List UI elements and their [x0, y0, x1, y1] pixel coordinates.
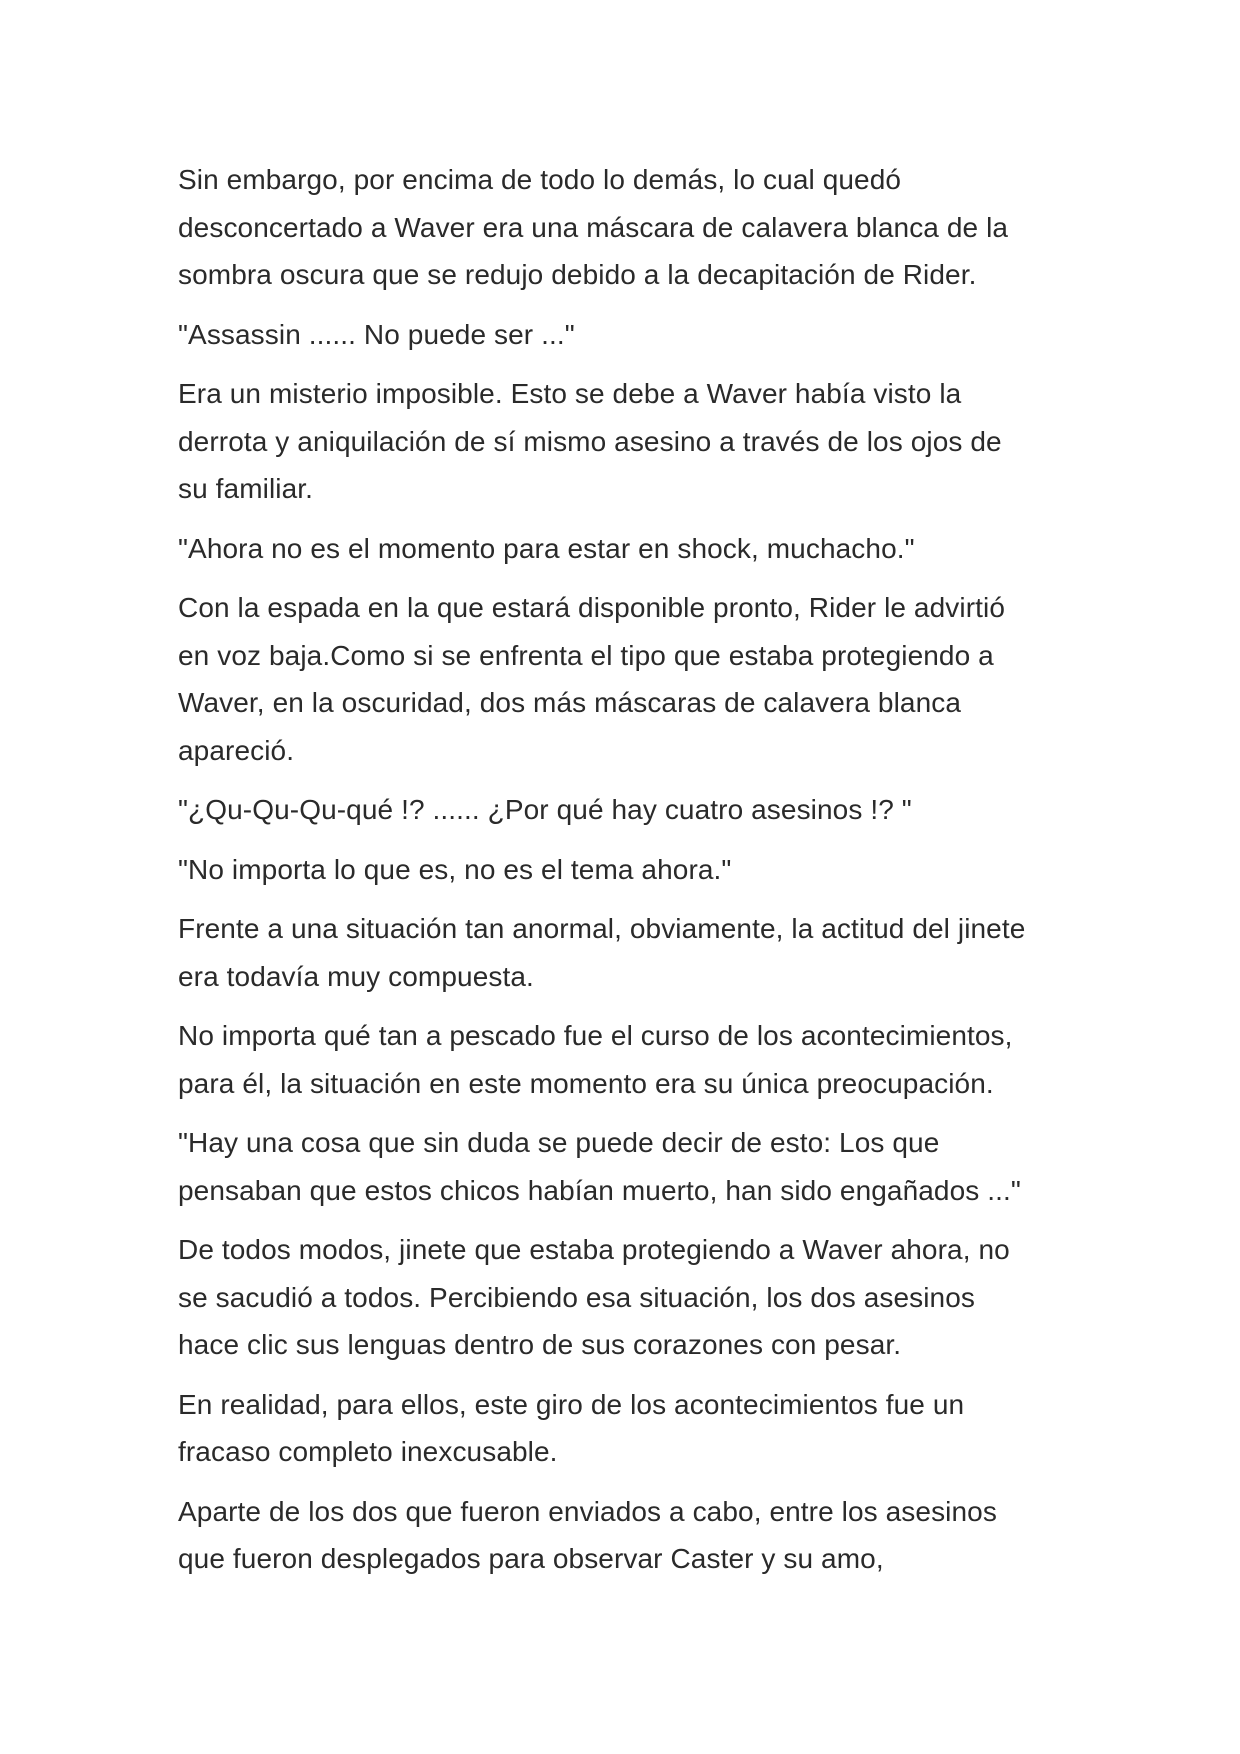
text-line: "Hay una cosa que sin duda se puede decir de esto: Los que: [178, 1127, 940, 1158]
text-line: "Assassin ...... No puede ser ...": [178, 318, 575, 350]
text-line: En realidad, para ellos, este giro de los acontecimientos fue un: [178, 1388, 965, 1420]
text-line: desconcertado a Waver era una máscara de calavera blanca de la: [178, 211, 1009, 243]
paragraph: [178, 584, 1078, 774]
text-line: hace clic sus lenguas dentro de sus corazones con pesar.: [178, 1329, 902, 1360]
paragraph: [178, 1226, 1078, 1369]
paragraph: [178, 525, 1078, 573]
text-line: Era un misterio imposible. Esto se debe a Waver había visto la: [178, 378, 962, 409]
text-line: se sacudió a todos. Percibiendo esa situación, los dos asesinos: [178, 1281, 975, 1313]
text-line: Waver, en la oscuridad, dos más máscaras de calavera blanca: [178, 687, 962, 718]
paragraph: [178, 905, 1078, 1000]
text-line: su familiar.: [178, 473, 314, 504]
paragraph: [178, 1381, 1078, 1476]
text-line: derrota y aniquilación de sí mismo asesino a través de los ojos de: [178, 425, 1002, 457]
text-line: No importa qué tan a pescado fue el curso de los acontecimientos,: [178, 1020, 1013, 1051]
paragraph: [178, 1488, 1078, 1583]
paragraph: [178, 370, 1078, 513]
text-line: "Ahora no es el momento para estar en shock, muchacho.": [178, 532, 915, 564]
paragraph: [178, 786, 1078, 834]
text-line: "No importa lo que es, no es el tema ahora.": [178, 853, 732, 885]
text-line: sombra oscura que se redujo debido a la decapitación de Rider.: [178, 259, 977, 290]
text-line: apareció.: [178, 734, 295, 766]
text-line: para él, la situación en este momento era su única preocupación.: [178, 1067, 994, 1099]
text-line: "¿Qu-Qu-Qu-qué !? ...... ¿Por qué hay cuatro asesinos !? ": [178, 794, 912, 825]
text-line: Frente a una situación tan anormal, obviamente, la actitud del jinete: [178, 913, 1026, 944]
paragraph: [178, 1119, 1078, 1214]
text-line: que fueron desplegados para observar Caster y su amo,: [178, 1543, 884, 1574]
text-line: Sin embargo, por encima de todo lo demás, lo cual quedó: [178, 164, 902, 195]
text-line: fracaso completo inexcusable.: [178, 1436, 558, 1467]
text-line: pensaban que estos chicos habían muerto, han sido engañados ...": [178, 1174, 1021, 1206]
document-text-body: [178, 156, 1078, 1595]
paragraph: [178, 846, 1078, 894]
paragraph: [178, 1012, 1078, 1107]
text-line: en voz baja.Como si se enfrenta el tipo que estaba protegiendo a: [178, 639, 994, 671]
text-line: era todavía muy compuesta.: [178, 960, 534, 992]
text-line: Aparte de los dos que fueron enviados a cabo, entre los asesinos: [178, 1495, 997, 1527]
text-line: De todos modos, jinete que estaba protegiendo a Waver ahora, no: [178, 1234, 1010, 1265]
paragraph: [178, 156, 1078, 299]
paragraph: [178, 311, 1078, 359]
text-line: Con la espada en la que estará disponible pronto, Rider le advirtió: [178, 592, 1005, 623]
